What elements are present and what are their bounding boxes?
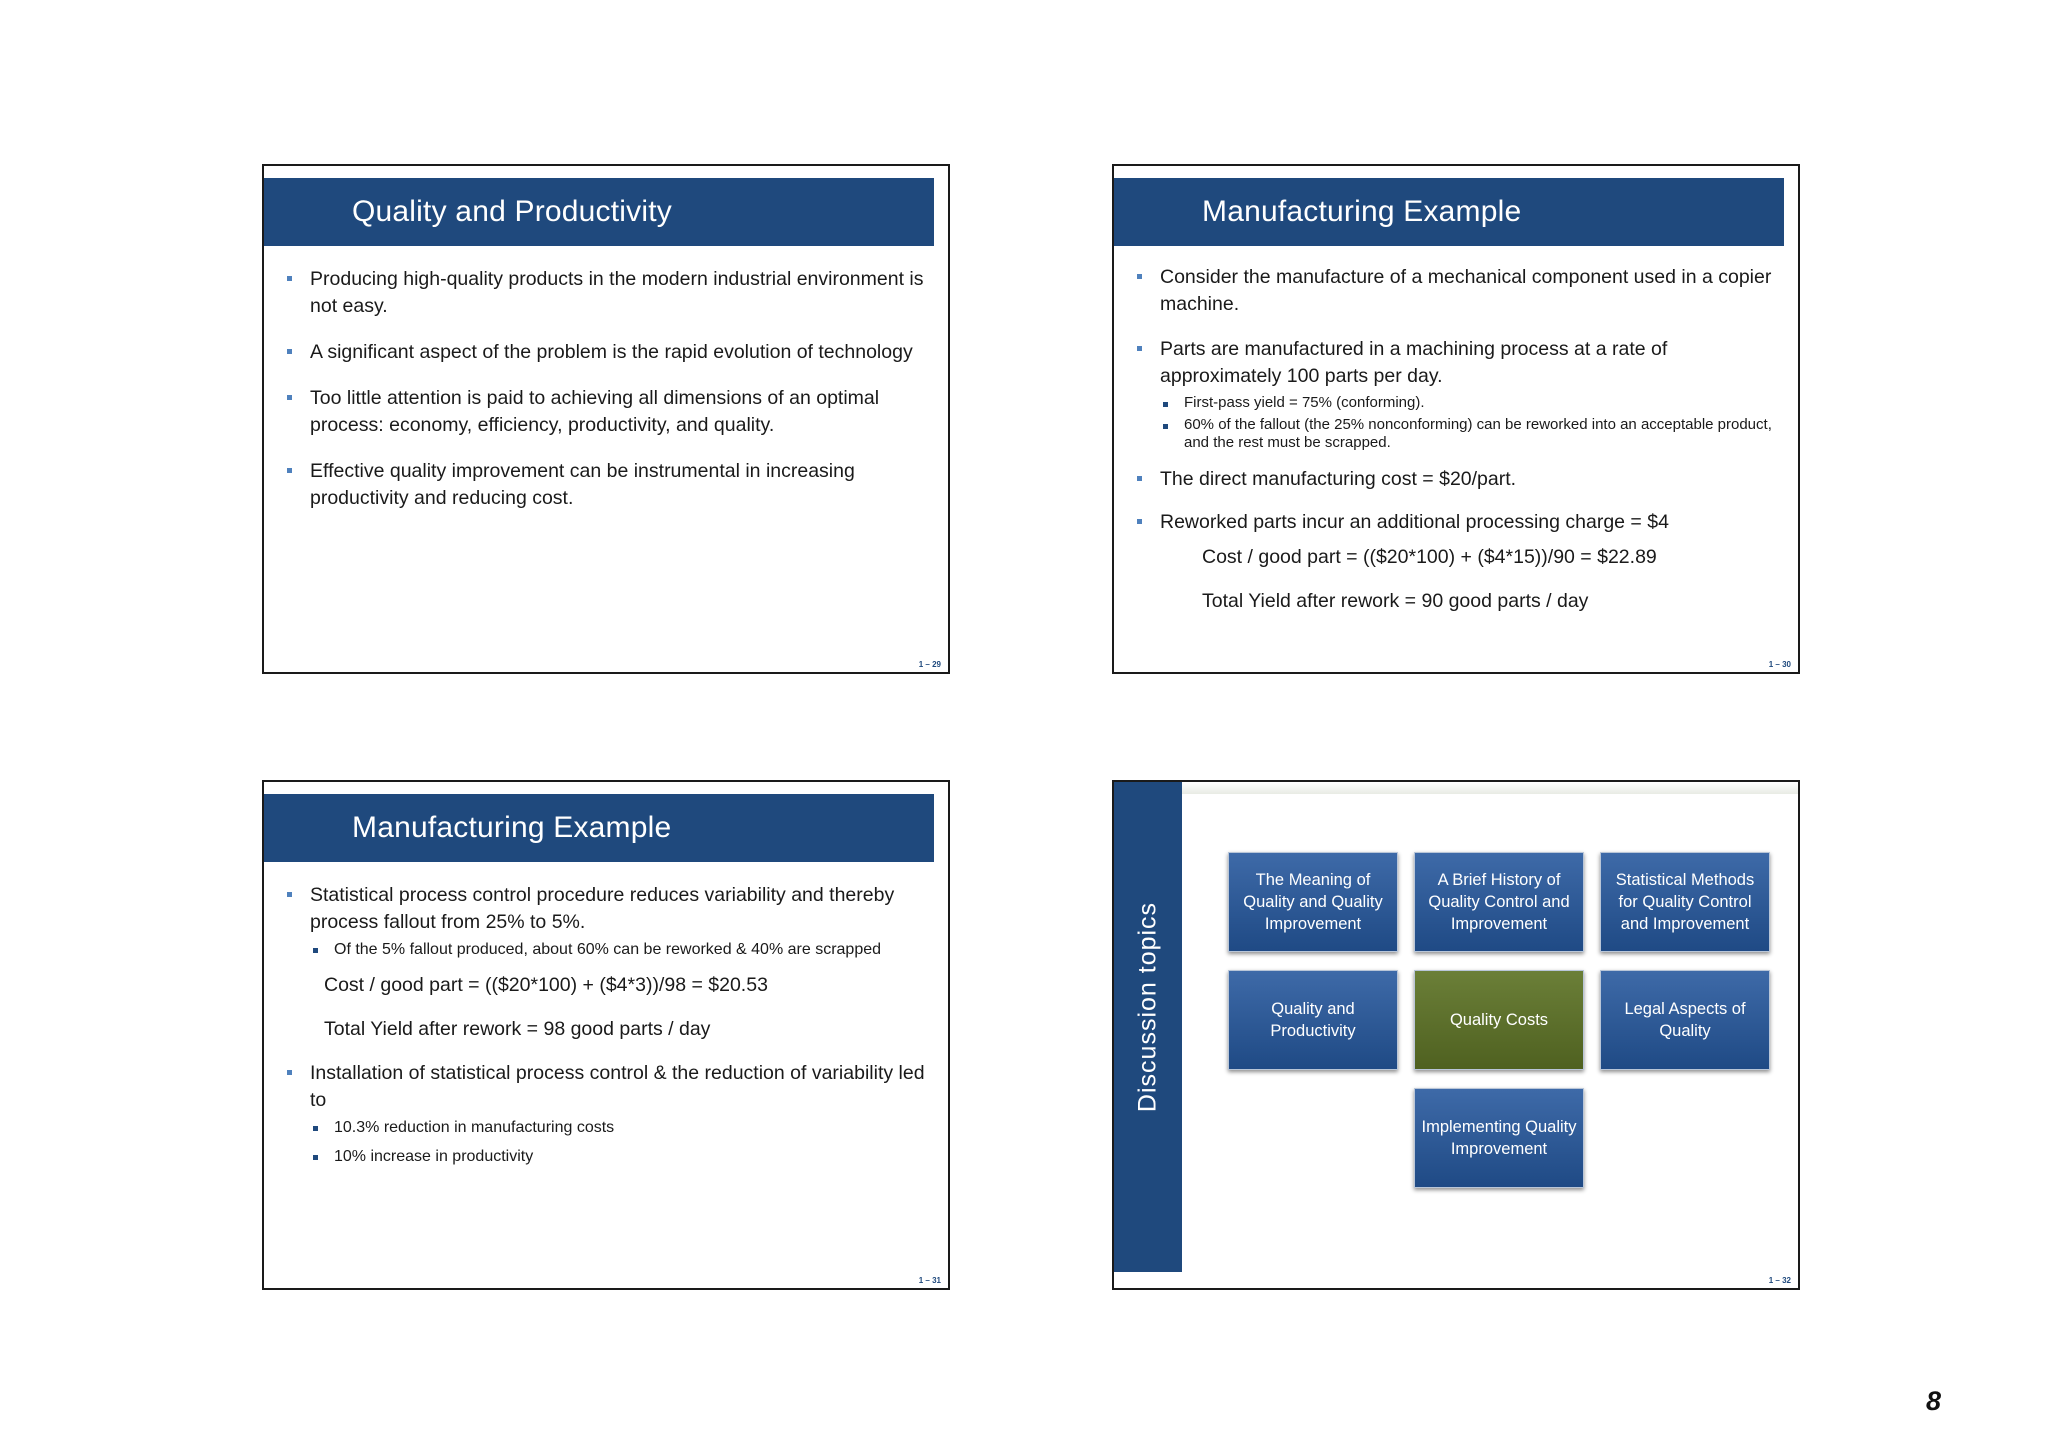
bullet-text: Installation of statistical process control & the reduction of variability led to — [310, 1062, 925, 1111]
slide-page-number: 1 – 30 — [1768, 660, 1791, 669]
slide-title: Manufacturing Example — [264, 794, 934, 862]
bullet: Consider the manufacture of a mechanical component used in a copier machine. — [1134, 264, 1778, 318]
calculation-yield: Total Yield after rework = 90 good parts / day — [1202, 590, 1589, 612]
topic-tile-history[interactable]: A Brief History of Quality Control and Improvement — [1414, 852, 1584, 952]
bullet: Reworked parts incur an additional processing charge = $4 — [1134, 509, 1778, 536]
topic-tile-meaning-of-quality[interactable]: The Meaning of Quality and Quality Improvement — [1228, 852, 1398, 952]
side-bar — [1114, 782, 1182, 1272]
slide-body — [284, 266, 928, 531]
bullet: The direct manufacturing cost = $20/part. — [1134, 466, 1778, 493]
bullet — [284, 1060, 928, 1167]
slide-page-number: 1 – 29 — [918, 660, 941, 669]
topic-tile-statistical-methods[interactable]: Statistical Methods for Quality Control and Improvement — [1600, 852, 1770, 952]
slide-page-number: 1 – 32 — [1768, 1276, 1791, 1285]
bullet: Too little attention is paid to achieving all dimensions of an optimal process: economy, efficiency, productivity, and quality. — [284, 385, 928, 439]
bullet — [284, 882, 928, 960]
calculation-cost: Cost / good part = (($20*100) + ($4*15))/90 = $22.89 — [1202, 546, 1657, 568]
decorative-strip — [1182, 782, 1798, 794]
slide-discussion-topics — [1112, 780, 1800, 1290]
topic-tile-quality-and-productivity[interactable]: Quality and Productivity — [1228, 970, 1398, 1070]
sub-bullet: 10.3% reduction in manufacturing costs — [310, 1118, 928, 1138]
sub-bullet: 60% of the fallout (the 25% nonconforming) can be reworked into an acceptable product, and the rest must be scrapped. — [1160, 416, 1778, 452]
side-label: Discussion topics — [1133, 901, 1162, 1113]
sub-bullet: 10% increase in productivity — [310, 1147, 928, 1167]
bullet: Producing high-quality products in the modern industrial environment is not easy. — [284, 266, 928, 320]
handout-page-number: 8 — [1926, 1386, 1942, 1416]
slide-manufacturing-example-2 — [262, 780, 950, 1290]
slide-title: Quality and Productivity — [264, 178, 934, 246]
bullet — [1134, 336, 1778, 452]
slide-body — [1134, 264, 1778, 632]
topic-tile-legal-aspects[interactable]: Legal Aspects of Quality — [1600, 970, 1770, 1070]
sub-bullet: First-pass yield = 75% (conforming). — [1160, 394, 1778, 412]
slide-quality-and-productivity — [262, 164, 950, 674]
bullet: A significant aspect of the problem is the rapid evolution of technology — [284, 339, 928, 366]
slide-title: Manufacturing Example — [1114, 178, 1784, 246]
bullet-text: Parts are manufactured in a machining process at a rate of approximately 100 parts per day. — [1160, 338, 1668, 387]
bullet: Effective quality improvement can be instrumental in increasing productivity and reducing cost. — [284, 458, 928, 512]
slide-manufacturing-example-1 — [1112, 164, 1800, 674]
bullet-text: Statistical process control procedure reduces variability and thereby process fallout from 25% to 5%. — [310, 884, 895, 933]
slide-body — [284, 882, 928, 1175]
sub-bullet: Of the 5% fallout produced, about 60% can be reworked & 40% are scrapped — [310, 940, 928, 960]
calculation-yield: Total Yield after rework = 98 good parts / day — [324, 1018, 711, 1040]
calculation-cost: Cost / good part = (($20*100) + ($4*3))/98 = $20.53 — [324, 974, 768, 996]
topic-tile-quality-costs[interactable]: Quality Costs — [1414, 970, 1584, 1070]
topic-tile-implementing-quality[interactable]: Implementing Quality Improvement — [1414, 1088, 1584, 1188]
slide-page-number: 1 – 31 — [918, 1276, 941, 1285]
